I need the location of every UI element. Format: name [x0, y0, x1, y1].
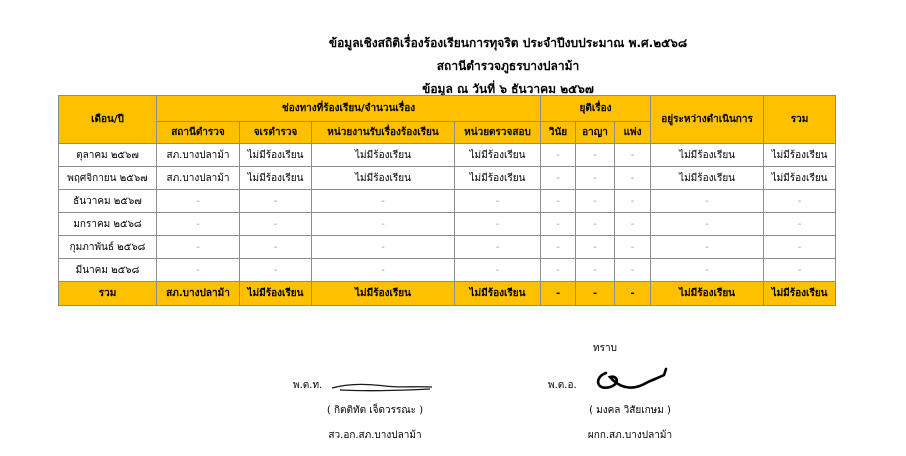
- agency-cell: ไม่มีร้องเรียน: [312, 167, 455, 190]
- total-progress: ไม่มีร้องเรียน: [651, 282, 764, 306]
- total-cell: -: [764, 190, 836, 213]
- table-row: [59, 190, 836, 213]
- police-cell: -: [240, 190, 312, 213]
- agency-cell: -: [312, 213, 455, 236]
- header-in-progress: อยู่ระหว่างดำเนินการ: [651, 96, 764, 144]
- civil-cell: -: [615, 190, 651, 213]
- progress-cell: -: [651, 190, 764, 213]
- criminal-cell: -: [576, 259, 615, 282]
- total-station: สภ.บางปลาม้า: [157, 282, 240, 306]
- civil-cell: -: [615, 259, 651, 282]
- audit-cell: -: [455, 236, 541, 259]
- report-title: ข้อมูลเชิงสถิติเรื่องร้องเรียนการทุจริต ประจำปีงบประมาณ พ.ศ.๒๕๖๘: [328, 36, 688, 50]
- header-criminal: อาญา: [576, 122, 615, 144]
- audit-cell: -: [455, 190, 541, 213]
- month-cell: มีนาคม ๒๕๖๘: [59, 259, 157, 282]
- table-row: [59, 144, 836, 167]
- civil-cell: -: [615, 144, 651, 167]
- right-signature-image: [592, 365, 672, 395]
- acknowledged-label: ทราบ: [593, 343, 617, 354]
- right-signer-name: ( มงคล วิสัยเกษม ): [589, 405, 671, 416]
- progress-cell: ไม่มีร้องเรียน: [651, 167, 764, 190]
- discipline-cell: -: [541, 190, 576, 213]
- audit-cell: ไม่มีร้องเรียน: [455, 144, 541, 167]
- total-discipline: -: [541, 282, 576, 306]
- left-signer-position: สว.อก.สภ.บางปลาม้า: [328, 430, 422, 441]
- month-cell: พฤศจิกายน ๒๕๖๗: [59, 167, 157, 190]
- criminal-cell: -: [576, 144, 615, 167]
- right-signer-position: ผกก.สภ.บางปลาม้า: [587, 430, 673, 441]
- station-cell: -: [157, 190, 240, 213]
- audit-cell: -: [455, 213, 541, 236]
- police-cell: -: [240, 259, 312, 282]
- total-cell: -: [764, 259, 836, 282]
- agency-cell: -: [312, 236, 455, 259]
- criminal-cell: -: [576, 190, 615, 213]
- left-signer-name: ( กิตติทัต เจ็ดวรรณะ ): [326, 405, 424, 416]
- table-row: [59, 236, 836, 259]
- progress-cell: -: [651, 213, 764, 236]
- police-cell: -: [240, 213, 312, 236]
- total-civil: -: [615, 282, 651, 306]
- table-row: [59, 213, 836, 236]
- audit-cell: -: [455, 259, 541, 282]
- progress-cell: ไม่มีร้องเรียน: [651, 144, 764, 167]
- total-cell: ไม่มีร้องเรียน: [764, 144, 836, 167]
- right-signer-rank: พ.ต.อ.: [548, 380, 577, 391]
- total-row: [59, 282, 836, 306]
- station-cell: -: [157, 236, 240, 259]
- header-civil: แพ่ง: [615, 122, 651, 144]
- discipline-cell: -: [541, 144, 576, 167]
- header-month: เดือน/ปี: [59, 96, 157, 144]
- police-cell: -: [240, 236, 312, 259]
- station-name: สถานีตำรวจภูธรบางปลาม้า: [436, 59, 580, 73]
- civil-cell: -: [615, 213, 651, 236]
- station-cell: -: [157, 259, 240, 282]
- discipline-cell: -: [541, 213, 576, 236]
- header-police-inspector: จเรตำรวจ: [240, 122, 312, 144]
- criminal-cell: -: [576, 167, 615, 190]
- police-cell: ไม่มีร้องเรียน: [240, 144, 312, 167]
- month-cell: ธันวาคม ๒๕๖๗: [59, 190, 157, 213]
- total-cell: -: [764, 236, 836, 259]
- table-row: [59, 259, 836, 282]
- police-cell: ไม่มีร้องเรียน: [240, 167, 312, 190]
- station-cell: สภ.บางปลาม้า: [157, 167, 240, 190]
- progress-cell: -: [651, 236, 764, 259]
- left-signature-image: [330, 381, 435, 393]
- discipline-cell: -: [541, 236, 576, 259]
- station-cell: สภ.บางปลาม้า: [157, 144, 240, 167]
- total-cell: -: [764, 213, 836, 236]
- total-total: ไม่มีร้องเรียน: [764, 282, 836, 306]
- header-channels: ช่องทางที่ร้องเรียน/จำนวนเรื่อง: [157, 96, 541, 122]
- civil-cell: -: [615, 236, 651, 259]
- header-agency: หน่วยงานรับเรื่องร้องเรียน: [312, 122, 455, 144]
- total-label: รวม: [59, 282, 157, 306]
- total-cell: ไม่มีร้องเรียน: [764, 167, 836, 190]
- criminal-cell: -: [576, 236, 615, 259]
- header-station: สถานีตำรวจ: [157, 122, 240, 144]
- report-date: ข้อมูล ณ วันที่ ๖ ธันวาคม ๒๕๖๗: [422, 82, 594, 96]
- month-cell: มกราคม ๒๕๖๘: [59, 213, 157, 236]
- discipline-cell: -: [541, 259, 576, 282]
- total-criminal: -: [576, 282, 615, 306]
- civil-cell: -: [615, 167, 651, 190]
- total-police: ไม่มีร้องเรียน: [240, 282, 312, 306]
- complaint-statistics-table: [58, 95, 836, 306]
- header-ended: ยุติเรื่อง: [541, 96, 651, 122]
- agency-cell: -: [312, 259, 455, 282]
- total-agency: ไม่มีร้องเรียน: [312, 282, 455, 306]
- header-total: รวม: [764, 96, 836, 144]
- agency-cell: ไม่มีร้องเรียน: [312, 144, 455, 167]
- total-audit: ไม่มีร้องเรียน: [455, 282, 541, 306]
- discipline-cell: -: [541, 167, 576, 190]
- table-row: [59, 167, 836, 190]
- station-cell: -: [157, 213, 240, 236]
- agency-cell: -: [312, 190, 455, 213]
- month-cell: กุมภาพันธ์ ๒๕๖๘: [59, 236, 157, 259]
- criminal-cell: -: [576, 213, 615, 236]
- left-signer-rank: พ.ต.ท.: [293, 380, 323, 391]
- audit-cell: ไม่มีร้องเรียน: [455, 167, 541, 190]
- header-audit: หน่วยตรวจสอบ: [455, 122, 541, 144]
- month-cell: ตุลาคม ๒๕๖๗: [59, 144, 157, 167]
- progress-cell: -: [651, 259, 764, 282]
- header-discipline: วินัย: [541, 122, 576, 144]
